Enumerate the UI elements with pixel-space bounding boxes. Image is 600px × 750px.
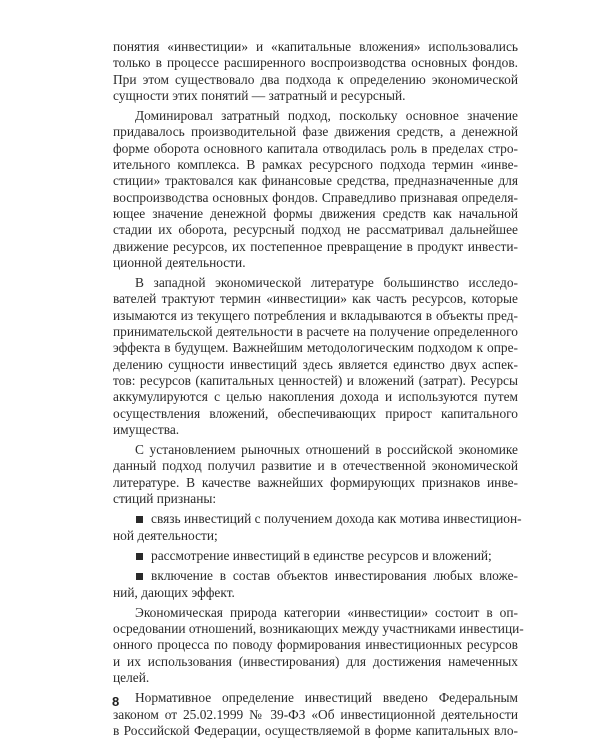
bullet-item — [113, 548, 518, 564]
text-line: ющее значение денежной формы движения средств как начальной — [113, 205, 518, 221]
text-line: понятия «инвестиции» и «капитальные вложения» использовались — [113, 39, 518, 54]
text-line: онного процесса по поводу формирования инвестиционных ресурсов — [113, 637, 518, 653]
text-line: осредовании отношений, возникающих между участниками инвестици- — [113, 621, 524, 637]
text-line: данный подход получил развитие и в отечественной экономической — [113, 458, 518, 474]
square-bullet-icon — [136, 516, 143, 523]
text-line: эффекта в будущем. Важнейшим методологическим подходом к опре- — [113, 340, 518, 356]
bullet-item — [113, 568, 518, 601]
text-line: в Российской Федерации, осуществляемой в форме капитальных вло- — [113, 722, 518, 738]
bullet-line-continued: ной деятельности; — [113, 527, 218, 543]
text-line: целей. — [113, 669, 150, 685]
bullet-text: рассмотрение инвестиций в единстве ресурсов и вложений; — [151, 547, 492, 563]
paragraph — [113, 39, 518, 104]
bullet-line — [113, 548, 518, 564]
text-line: вателей трактуют термин «инвестиции» как часть ресурсов, которые — [113, 291, 518, 307]
text-line: форме оборота основного капитала отводилась роль в пределах стро- — [113, 140, 518, 156]
text-line: принимательской деятельности в расчете на получение определенного — [113, 324, 518, 340]
text-line: только в процессе расширенного воспроизводства основных фондов. — [113, 55, 518, 71]
text-line: В западной экономической литературе большинство исследо- — [135, 275, 518, 291]
text-line: литературе. В качестве важнейших формирующих признаков инве- — [113, 474, 518, 490]
text-line: С установлением рыночных отношений в российской экономике — [135, 442, 518, 458]
text-line: и их использования (инвестирования) для достижения намеченных — [113, 653, 518, 669]
text-line: придавалось производительной фазе движения средств, а денежной — [113, 124, 518, 140]
paragraph — [113, 108, 518, 271]
text-line: стиций признаны: — [113, 491, 217, 507]
square-bullet-icon — [136, 573, 143, 580]
paragraph — [113, 604, 524, 686]
text-line: ительного комплекса. В рамках ресурсного подхода термин «инве- — [113, 157, 518, 173]
paragraph — [113, 690, 518, 739]
text-line: имущества. — [113, 421, 180, 437]
text-line: осуществления вложений, обеспечивающих прирост капитального — [113, 405, 518, 421]
bullet-item — [113, 511, 522, 544]
text-line: Экономическая природа категории «инвестиции» состоит в оп- — [135, 604, 518, 620]
text-line: Нормативное определение инвестиций введено Федеральным — [135, 690, 518, 706]
page-number: 8 — [112, 694, 120, 709]
bullet-line — [113, 511, 522, 527]
text-line: воспроизводства основных фондов. Справедливо признавая определя- — [113, 189, 518, 205]
text-line: законом от 25.02.1999 № 39-ФЗ «Об инвестиционной деятельности — [113, 706, 518, 722]
text-line: ционной деятельности. — [113, 254, 246, 270]
text-line: Доминировал затратный подход, поскольку основное значение — [135, 108, 518, 124]
paragraph — [113, 275, 518, 438]
body-text — [113, 39, 524, 739]
text-line: тов: ресурсов (капитальных ценностей) и вложений (затрат). Ресурсы — [113, 372, 518, 388]
bullet-text: включение в состав объектов инвестирования любых вложе- — [151, 568, 518, 584]
text-line: При этом существовало два подхода к определению экономической — [113, 71, 518, 87]
bullet-line-continued: ний, дающих эффект. — [113, 584, 235, 600]
bullet-line — [113, 568, 518, 584]
text-line: движение ресурсов, их постепенное превращение в продукт инвести- — [113, 238, 518, 254]
bullet-list — [113, 511, 522, 600]
text-line: изымаются из текущего потребления и вкладываются в объекты пред- — [113, 307, 518, 323]
text-line: делению сущности инвестиций здесь является единство двух аспек- — [113, 356, 518, 372]
text-line: стадии их оборота, ресурсный подход не рассматривал дальнейшее — [113, 222, 518, 238]
square-bullet-icon — [136, 553, 143, 560]
paragraph — [113, 442, 518, 507]
text-line: аккумулируются с целью накопления дохода и используются путем — [113, 389, 518, 405]
text-line: стиции» трактовался как финансовые средства, предназначенные для — [113, 173, 518, 189]
bullet-text: связь инвестиций с получением дохода как мотива инвестицион- — [151, 511, 522, 527]
text-line: сущности этих понятий — затратный и ресурсный. — [113, 87, 406, 103]
